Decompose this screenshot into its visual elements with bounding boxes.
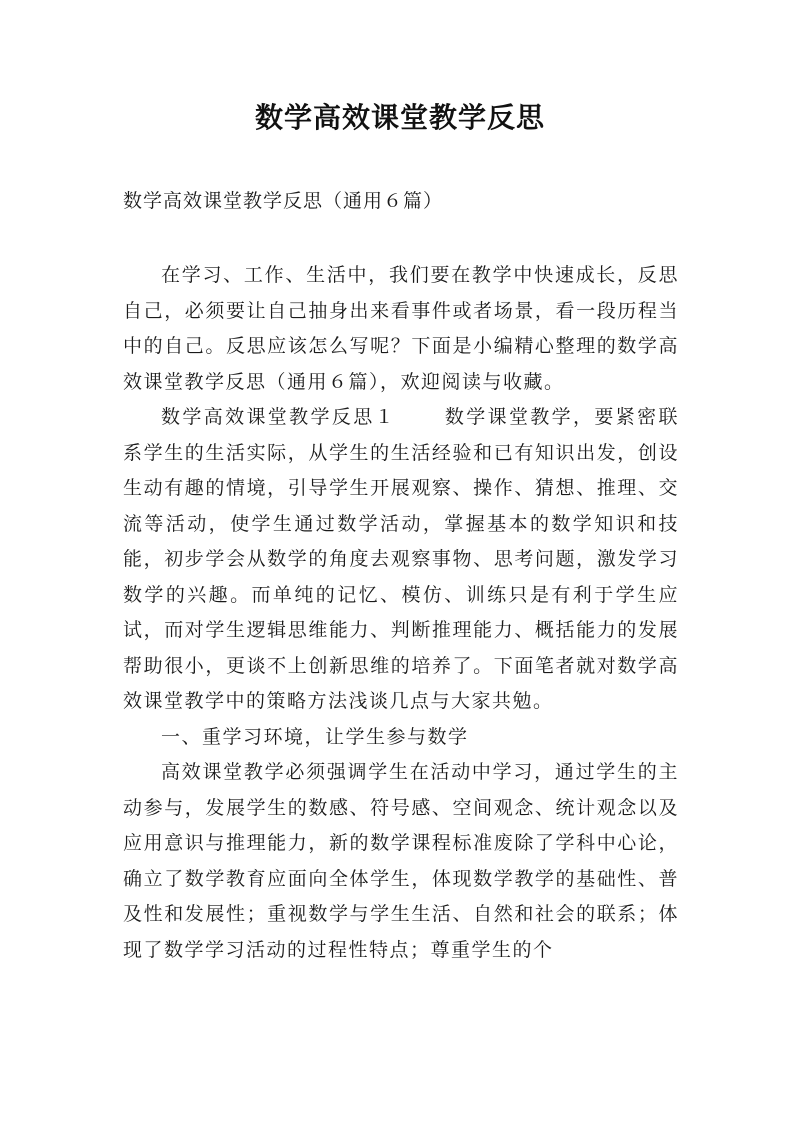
intro-paragraph: 在学习、工作、生活中，我们要在教学中快速成长，反思自己，必须要让自己抽身出来看事件或者场景，看一段历程当中的自己。反思应该怎么写呢？下面是小编精心整理的数学高效课堂教学反思（通用６篇），欢迎阅读与收藏。 bbox=[123, 264, 679, 393]
document-body bbox=[123, 258, 679, 968]
paragraph-2: 高效课堂教学必须强调学生在活动中学习，通过学生的主动参与，发展学生的数感、符号感、空间观念、统计观念以及应用意识与推理能力，新的数学课程标准废除了学科中心论，确立了数学教育应面向全体学生，体现数学教学的基础性、普及性和发展性；重视数学与学生生活、自然和社会的联系；体现了数学学习活动的过程性特点；尊重学生的个 bbox=[123, 761, 679, 961]
section-heading-1: 一、重学习环境，让学生参与数学 bbox=[161, 725, 469, 748]
section-1-paragraph bbox=[123, 400, 679, 720]
document-subtitle: 数学高效课堂教学反思（通用６篇） bbox=[123, 190, 444, 212]
section-1-text: 数学课堂教学，要紧密联系学生的生活实际，从学生的生活经验和已有知识出发，创设生动有趣的情境，引导学生开展观察、操作、猜想、推理、交流等活动，使学生通过数学活动，掌握基本的数学知识和技能，初步学会从数学的角度去观察事物、思考问题，激发学习数学的兴趣。而单纯的记忆、模仿、训练只是有利于学生应试，而对学生逻辑思维能力、判断推理能力、概括能力的发展帮助很小，更谈不上创新思维的培养了。下面笔者就对数学高效课堂教学中的策略方法浅谈几点与大家共勉。 bbox=[123, 406, 679, 712]
section-1-label: 数学高效课堂教学反思１ bbox=[161, 406, 396, 428]
document-title: 数学高效课堂教学反思 bbox=[254, 101, 545, 134]
